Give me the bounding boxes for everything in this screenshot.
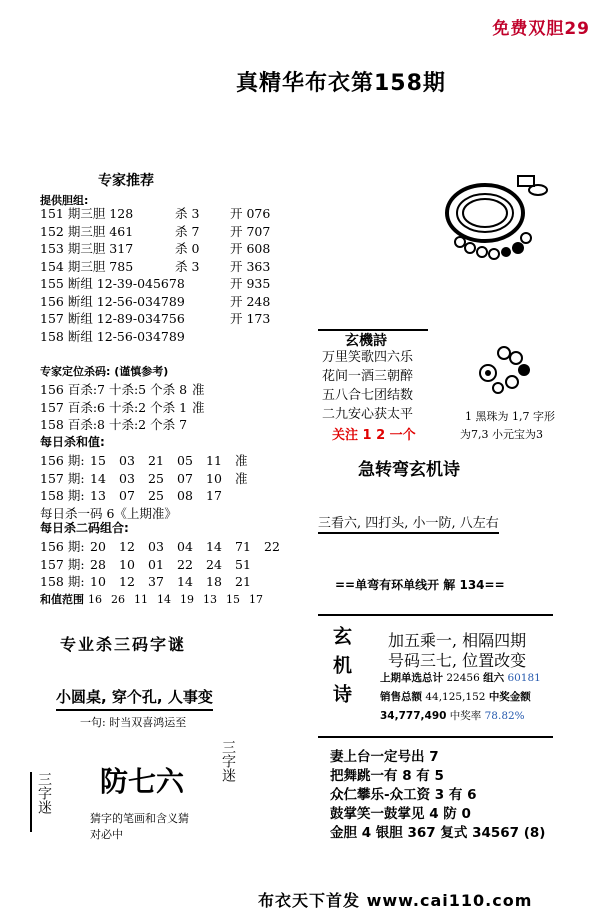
two-code-row: 156 期: 20 12 03 04 14 71 22 [40, 539, 280, 554]
xuanji-line: 二九安心获太平 [322, 407, 414, 422]
urgent-heading: 急转弯玄机诗 [358, 460, 460, 480]
sum-kill-heading: 每日杀和值: [40, 435, 105, 449]
provider-label: 提供胆组: [40, 194, 89, 207]
riddle-big: 防七六 [100, 765, 185, 798]
stat-row-2: 销售总额 44,125,152 中奖金额 [380, 691, 531, 703]
poem-line-1: 加五乘一, 相隔四期 [388, 631, 527, 650]
xuanji-line: 五八合七团结数 [322, 388, 414, 403]
three-six-line: 三看六, 四打头, 小一防, 八左右 [318, 512, 499, 534]
expert-row: 154 期三胆 785 杀 3 开 363 [40, 258, 271, 274]
sum-kill-row: 156 期: 15 03 21 05 11 准 [40, 453, 248, 468]
expert-row: 151 期三胆 128 杀 3 开 076 [40, 206, 271, 221]
sum-kill-row: 157 期: 14 03 25 07 10 准 [40, 470, 248, 486]
bead-note-1: 1 黑珠为 1,7 字形 [465, 410, 555, 423]
two-code-row: 158 期: 10 12 37 14 18 21 [40, 574, 251, 589]
bottom-line: 鼓掌笑一鼓掌见 4 防 0 [330, 806, 471, 822]
footer: 布衣天下首发 www.cai110.com [258, 891, 533, 910]
position-kill-heading: 专家定位杀码: (谨慎参考) [40, 365, 169, 378]
position-kill-row: 158 百杀:8 十杀:2 个杀 7 [40, 417, 188, 432]
xuanji-line: 花间一酒三朝醉 [322, 369, 414, 384]
riddle-box-title: 小圆桌, 穿个孔, 人事变 [56, 686, 213, 711]
bead-note-2: 为7,3 小元宝为3 [460, 428, 543, 441]
stat-row-3: 34,777,490 中奖率 78.82% [380, 710, 525, 722]
one-code-line: 每日杀一码 6《上期准》 [40, 506, 177, 521]
expert-row: 152 期三胆 461 杀 7 开 707 [40, 223, 271, 239]
page-title: 真精华布衣第158期 [236, 71, 446, 96]
position-kill-row: 156 百杀:7 十杀:5 个杀 8 准 [40, 382, 205, 397]
expert-row: 157 断组 12-89-034756 开 173 [40, 311, 271, 326]
xuanji-lines [322, 348, 413, 424]
expert-row: 156 断组 12-56-034789 开 248 [40, 293, 271, 309]
sum-kill-row: 158 期: 13 07 25 08 17 [40, 488, 222, 503]
sum-kill-table [40, 452, 300, 505]
two-code-heading: 每日杀二码组合: [40, 521, 129, 535]
position-kill-row: 157 百杀:6 十杀:2 个杀 1 准 [40, 399, 205, 415]
expert-row: 153 期三胆 317 杀 0 开 608 [40, 241, 271, 256]
bottom-lines [330, 748, 545, 843]
xuanji-line: 万里笑歌四六乐 [322, 350, 414, 365]
bead-ring-image [430, 168, 550, 278]
poem-line-2: 号码三七, 位置改变 [388, 651, 527, 670]
two-code-row: 157 期: 28 10 01 22 24 51 [40, 556, 251, 572]
riddle-note-2: 对必中 [90, 828, 123, 841]
side-riddle-right: 三字迷 [220, 740, 236, 782]
bottom-line: 把舞跳一有 8 有 5 [330, 768, 444, 784]
two-code-table [40, 538, 300, 608]
riddle-note-1: 猜字的笔画和含义猜 [90, 812, 189, 825]
side-riddle-left: 三字迷 [30, 772, 54, 832]
expert-row: 155 断组 12-39-045678 开 935 [40, 276, 271, 291]
expert-row: 158 断组 12-56-034789 [40, 328, 185, 344]
bottom-line: 金胆 4 银胆 367 复式 34567 (8) [330, 825, 546, 841]
xuanji-follow: 关注 1 2 一个 [332, 428, 416, 443]
expert-table [40, 205, 300, 345]
bottom-line: 妻上台一定号出 7 [330, 749, 439, 765]
xuanji-title: 玄機詩 [345, 333, 387, 349]
expert-heading: 专家推荐 [98, 173, 154, 189]
ring-line: ==单弯有环单线开 解 134== [335, 578, 505, 592]
riddle-box-sub: 一句: 时当双喜鸿运至 [80, 716, 187, 729]
bead-chain-image [468, 338, 538, 398]
riddle-pro-heading: 专业杀三码字谜 [60, 635, 187, 654]
position-kill-table [40, 381, 300, 434]
bottom-line: 众仁攀乐-众工资 3 有 6 [330, 787, 477, 803]
corner-tag: 免费双胆29 [492, 19, 590, 39]
stat-row-1: 上期单选总计 22456 组六 60181 [380, 672, 541, 684]
poem-box-side: 玄机诗 [330, 626, 352, 713]
range-row: 和值范围 16 26 11 14 19 13 15 17 [40, 592, 263, 606]
